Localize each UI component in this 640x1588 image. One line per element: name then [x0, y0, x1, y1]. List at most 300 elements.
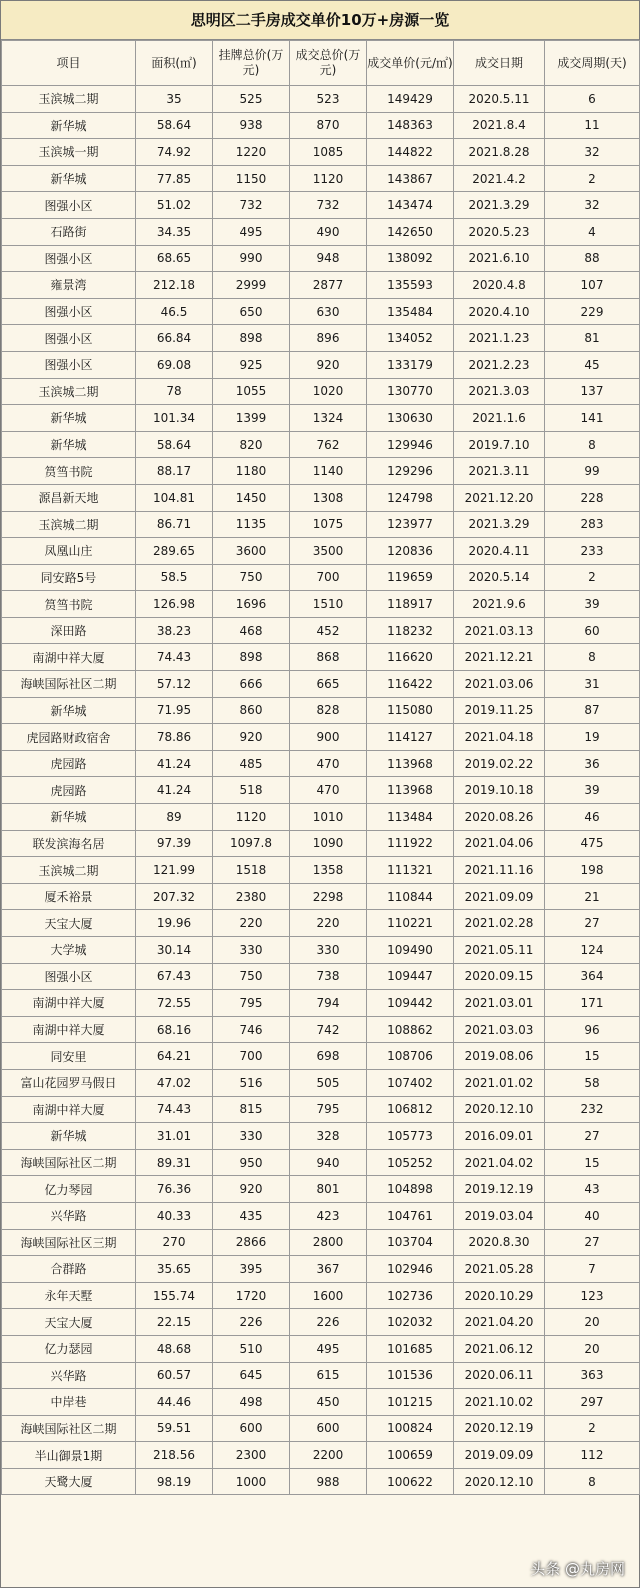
cell-area: 78	[136, 378, 213, 405]
cell-deal-price: 1120	[290, 165, 367, 192]
cell-listing-price: 645	[213, 1362, 290, 1389]
cell-deal-date: 2021.6.10	[454, 245, 545, 272]
cell-area: 35.65	[136, 1256, 213, 1283]
cell-listing-price: 485	[213, 750, 290, 777]
cell-deal-price: 330	[290, 937, 367, 964]
cell-deal-price: 700	[290, 564, 367, 591]
cell-area: 30.14	[136, 937, 213, 964]
table-row	[2, 1415, 640, 1442]
table-row	[2, 1468, 640, 1495]
cell-deal-cycle: 475	[545, 830, 640, 857]
header-area: 面积(㎡)	[136, 41, 213, 86]
cell-deal-cycle: 8	[545, 431, 640, 458]
cell-deal-cycle: 171	[545, 990, 640, 1017]
cell-unit-price: 129946	[367, 431, 454, 458]
cell-deal-price: 1324	[290, 405, 367, 432]
cell-unit-price: 115080	[367, 697, 454, 724]
cell-deal-cycle: 31	[545, 671, 640, 698]
cell-listing-price: 516	[213, 1069, 290, 1096]
header-listing-price: 挂牌总价(万元)	[213, 41, 290, 86]
cell-unit-price: 111922	[367, 830, 454, 857]
cell-listing-price: 925	[213, 351, 290, 378]
cell-deal-date: 2020.4.8	[454, 272, 545, 299]
cell-deal-price: 828	[290, 697, 367, 724]
cell-area: 51.02	[136, 192, 213, 219]
cell-deal-date: 2020.8.30	[454, 1229, 545, 1256]
cell-deal-price: 615	[290, 1362, 367, 1389]
cell-project: 天鹭大厦	[2, 1468, 136, 1495]
cell-project: 亿力瑟园	[2, 1335, 136, 1362]
cell-deal-date: 2021.2.23	[454, 351, 545, 378]
cell-deal-cycle: 20	[545, 1309, 640, 1336]
cell-project: 中岸巷	[2, 1389, 136, 1416]
cell-listing-price: 1135	[213, 511, 290, 538]
cell-deal-price: 600	[290, 1415, 367, 1442]
cell-deal-date: 2021.04.06	[454, 830, 545, 857]
cell-unit-price: 130630	[367, 405, 454, 432]
cell-deal-cycle: 112	[545, 1442, 640, 1469]
table-row	[2, 1096, 640, 1123]
cell-deal-date: 2020.4.11	[454, 538, 545, 565]
table-title: 思明区二手房成交单价10万+房源一览	[1, 1, 639, 40]
cell-deal-cycle: 363	[545, 1362, 640, 1389]
table-row	[2, 697, 640, 724]
cell-deal-price: 1510	[290, 591, 367, 618]
header-deal-price: 成交总价(万元)	[290, 41, 367, 86]
cell-deal-date: 2019.7.10	[454, 431, 545, 458]
cell-project: 玉滨城二期	[2, 378, 136, 405]
cell-project: 兴华路	[2, 1362, 136, 1389]
table-row	[2, 937, 640, 964]
table-row	[2, 644, 640, 671]
cell-listing-price: 650	[213, 298, 290, 325]
cell-deal-cycle: 8	[545, 644, 640, 671]
table-row	[2, 218, 640, 245]
cell-listing-price: 1399	[213, 405, 290, 432]
cell-deal-date: 2021.3.11	[454, 458, 545, 485]
cell-deal-cycle: 27	[545, 1123, 640, 1150]
cell-unit-price: 114127	[367, 724, 454, 751]
cell-project: 图强小区	[2, 298, 136, 325]
cell-listing-price: 732	[213, 192, 290, 219]
cell-deal-cycle: 229	[545, 298, 640, 325]
cell-unit-price: 109490	[367, 937, 454, 964]
cell-deal-cycle: 46	[545, 804, 640, 831]
cell-deal-cycle: 4	[545, 218, 640, 245]
cell-area: 22.15	[136, 1309, 213, 1336]
cell-unit-price: 135593	[367, 272, 454, 299]
cell-project: 新华城	[2, 697, 136, 724]
cell-deal-cycle: 297	[545, 1389, 640, 1416]
cell-project: 海峡国际社区二期	[2, 1149, 136, 1176]
cell-unit-price: 109447	[367, 963, 454, 990]
cell-deal-price: 665	[290, 671, 367, 698]
cell-project: 海峡国际社区二期	[2, 1415, 136, 1442]
cell-unit-price: 109442	[367, 990, 454, 1017]
cell-deal-cycle: 141	[545, 405, 640, 432]
cell-project: 新华城	[2, 1123, 136, 1150]
cell-deal-cycle: 58	[545, 1069, 640, 1096]
cell-area: 59.51	[136, 1415, 213, 1442]
cell-unit-price: 104898	[367, 1176, 454, 1203]
cell-listing-price: 750	[213, 564, 290, 591]
cell-area: 77.85	[136, 165, 213, 192]
cell-unit-price: 110221	[367, 910, 454, 937]
cell-area: 74.43	[136, 644, 213, 671]
cell-project: 雍景湾	[2, 272, 136, 299]
cell-listing-price: 938	[213, 112, 290, 139]
table-row	[2, 1362, 640, 1389]
cell-listing-price: 746	[213, 1016, 290, 1043]
cell-deal-price: 868	[290, 644, 367, 671]
table-row	[2, 750, 640, 777]
cell-area: 44.46	[136, 1389, 213, 1416]
cell-project: 半山御景1期	[2, 1442, 136, 1469]
cell-deal-date: 2016.09.01	[454, 1123, 545, 1150]
cell-project: 玉滨城一期	[2, 139, 136, 166]
cell-project: 同安里	[2, 1043, 136, 1070]
cell-deal-price: 1358	[290, 857, 367, 884]
cell-deal-cycle: 2	[545, 165, 640, 192]
cell-deal-cycle: 15	[545, 1043, 640, 1070]
table-row	[2, 883, 640, 910]
cell-deal-cycle: 11	[545, 112, 640, 139]
cell-project: 筼筜书院	[2, 458, 136, 485]
cell-deal-cycle: 124	[545, 937, 640, 964]
cell-project: 深田路	[2, 617, 136, 644]
cell-area: 48.68	[136, 1335, 213, 1362]
cell-deal-price: 1020	[290, 378, 367, 405]
cell-unit-price: 134052	[367, 325, 454, 352]
cell-deal-price: 450	[290, 1389, 367, 1416]
cell-deal-cycle: 19	[545, 724, 640, 751]
cell-listing-price: 990	[213, 245, 290, 272]
cell-deal-cycle: 123	[545, 1282, 640, 1309]
header-unit-price: 成交单价(元/㎡)	[367, 41, 454, 86]
cell-deal-price: 948	[290, 245, 367, 272]
cell-deal-cycle: 20	[545, 1335, 640, 1362]
cell-deal-price: 801	[290, 1176, 367, 1203]
cell-unit-price: 143474	[367, 192, 454, 219]
cell-area: 19.96	[136, 910, 213, 937]
cell-listing-price: 795	[213, 990, 290, 1017]
cell-deal-date: 2021.12.21	[454, 644, 545, 671]
cell-deal-date: 2019.08.06	[454, 1043, 545, 1070]
table-row	[2, 990, 640, 1017]
cell-area: 270	[136, 1229, 213, 1256]
cell-deal-date: 2021.8.4	[454, 112, 545, 139]
cell-deal-price: 2800	[290, 1229, 367, 1256]
cell-deal-date: 2021.9.6	[454, 591, 545, 618]
cell-listing-price: 898	[213, 325, 290, 352]
cell-unit-price: 106812	[367, 1096, 454, 1123]
cell-area: 67.43	[136, 963, 213, 990]
cell-unit-price: 101536	[367, 1362, 454, 1389]
cell-deal-price: 900	[290, 724, 367, 751]
cell-area: 218.56	[136, 1442, 213, 1469]
cell-deal-cycle: 40	[545, 1202, 640, 1229]
cell-unit-price: 108706	[367, 1043, 454, 1070]
cell-listing-price: 2866	[213, 1229, 290, 1256]
cell-listing-price: 700	[213, 1043, 290, 1070]
cell-deal-date: 2021.04.18	[454, 724, 545, 751]
cell-deal-cycle: 107	[545, 272, 640, 299]
cell-deal-price: 1075	[290, 511, 367, 538]
cell-area: 126.98	[136, 591, 213, 618]
cell-deal-cycle: 232	[545, 1096, 640, 1123]
cell-project: 图强小区	[2, 245, 136, 272]
cell-area: 207.32	[136, 883, 213, 910]
cell-project: 玉滨城二期	[2, 86, 136, 113]
cell-project: 新华城	[2, 405, 136, 432]
cell-deal-price: 220	[290, 910, 367, 937]
cell-unit-price: 107402	[367, 1069, 454, 1096]
cell-project: 虎园路	[2, 750, 136, 777]
cell-deal-cycle: 364	[545, 963, 640, 990]
cell-unit-price: 116620	[367, 644, 454, 671]
cell-area: 101.34	[136, 405, 213, 432]
cell-listing-price: 498	[213, 1389, 290, 1416]
cell-deal-date: 2019.11.25	[454, 697, 545, 724]
cell-deal-cycle: 81	[545, 325, 640, 352]
cell-unit-price: 102736	[367, 1282, 454, 1309]
cell-deal-price: 1308	[290, 484, 367, 511]
cell-deal-date: 2019.12.19	[454, 1176, 545, 1203]
cell-deal-date: 2021.05.11	[454, 937, 545, 964]
cell-deal-cycle: 88	[545, 245, 640, 272]
cell-deal-price: 896	[290, 325, 367, 352]
cell-deal-date: 2020.09.15	[454, 963, 545, 990]
cell-unit-price: 138092	[367, 245, 454, 272]
cell-area: 31.01	[136, 1123, 213, 1150]
cell-project: 天宝大厦	[2, 910, 136, 937]
cell-deal-price: 1010	[290, 804, 367, 831]
cell-deal-price: 470	[290, 777, 367, 804]
cell-area: 74.92	[136, 139, 213, 166]
cell-project: 玉滨城二期	[2, 511, 136, 538]
cell-deal-date: 2020.5.11	[454, 86, 545, 113]
cell-listing-price: 518	[213, 777, 290, 804]
table-row	[2, 1282, 640, 1309]
table-row	[2, 139, 640, 166]
cell-area: 155.74	[136, 1282, 213, 1309]
header-row	[2, 41, 640, 86]
header-project: 项目	[2, 41, 136, 86]
table-row	[2, 165, 640, 192]
cell-deal-date: 2020.10.29	[454, 1282, 545, 1309]
cell-deal-price: 742	[290, 1016, 367, 1043]
cell-deal-price: 1085	[290, 139, 367, 166]
cell-area: 89.31	[136, 1149, 213, 1176]
cell-project: 图强小区	[2, 351, 136, 378]
table-row	[2, 1229, 640, 1256]
table-row	[2, 86, 640, 113]
cell-area: 35	[136, 86, 213, 113]
table-row	[2, 724, 640, 751]
cell-listing-price: 510	[213, 1335, 290, 1362]
cell-listing-price: 815	[213, 1096, 290, 1123]
cell-listing-price: 495	[213, 218, 290, 245]
cell-area: 289.65	[136, 538, 213, 565]
cell-deal-date: 2020.5.23	[454, 218, 545, 245]
cell-deal-date: 2020.5.14	[454, 564, 545, 591]
cell-listing-price: 435	[213, 1202, 290, 1229]
cell-project: 南湖中祥大厦	[2, 644, 136, 671]
table-row	[2, 591, 640, 618]
cell-unit-price: 130770	[367, 378, 454, 405]
cell-deal-cycle: 228	[545, 484, 640, 511]
cell-deal-price: 328	[290, 1123, 367, 1150]
cell-listing-price: 3600	[213, 538, 290, 565]
cell-unit-price: 149429	[367, 86, 454, 113]
cell-area: 41.24	[136, 750, 213, 777]
cell-deal-date: 2021.04.02	[454, 1149, 545, 1176]
cell-project: 凤凰山庄	[2, 538, 136, 565]
cell-project: 合群路	[2, 1256, 136, 1283]
table-row	[2, 963, 640, 990]
cell-area: 34.35	[136, 218, 213, 245]
cell-project: 虎园路财政宿舍	[2, 724, 136, 751]
cell-deal-date: 2021.05.28	[454, 1256, 545, 1283]
cell-project: 新华城	[2, 431, 136, 458]
table-row	[2, 192, 640, 219]
cell-deal-date: 2020.12.19	[454, 1415, 545, 1442]
cell-deal-cycle: 43	[545, 1176, 640, 1203]
cell-deal-price: 2200	[290, 1442, 367, 1469]
cell-listing-price: 1220	[213, 139, 290, 166]
cell-deal-price: 732	[290, 192, 367, 219]
cell-unit-price: 135484	[367, 298, 454, 325]
cell-area: 68.16	[136, 1016, 213, 1043]
cell-area: 104.81	[136, 484, 213, 511]
cell-deal-cycle: 8	[545, 1468, 640, 1495]
cell-area: 38.23	[136, 617, 213, 644]
cell-area: 57.12	[136, 671, 213, 698]
cell-listing-price: 1518	[213, 857, 290, 884]
cell-project: 源昌新天地	[2, 484, 136, 511]
cell-listing-price: 1000	[213, 1468, 290, 1495]
cell-deal-date: 2019.10.18	[454, 777, 545, 804]
table-body	[2, 86, 640, 1495]
cell-area: 88.17	[136, 458, 213, 485]
cell-listing-price: 1120	[213, 804, 290, 831]
cell-deal-cycle: 6	[545, 86, 640, 113]
cell-deal-date: 2021.3.29	[454, 511, 545, 538]
cell-deal-price: 490	[290, 218, 367, 245]
table-row	[2, 272, 640, 299]
table-row	[2, 245, 640, 272]
cell-listing-price: 820	[213, 431, 290, 458]
table-row	[2, 538, 640, 565]
cell-deal-price: 470	[290, 750, 367, 777]
cell-deal-price: 2298	[290, 883, 367, 910]
table-row	[2, 1149, 640, 1176]
cell-deal-date: 2020.12.10	[454, 1468, 545, 1495]
cell-deal-date: 2019.03.04	[454, 1202, 545, 1229]
cell-listing-price: 2300	[213, 1442, 290, 1469]
cell-deal-date: 2020.06.11	[454, 1362, 545, 1389]
table-row	[2, 910, 640, 937]
cell-listing-price: 1150	[213, 165, 290, 192]
table-row	[2, 617, 640, 644]
cell-listing-price: 525	[213, 86, 290, 113]
cell-deal-price: 367	[290, 1256, 367, 1283]
cell-deal-cycle: 60	[545, 617, 640, 644]
cell-deal-date: 2021.03.06	[454, 671, 545, 698]
cell-area: 64.21	[136, 1043, 213, 1070]
cell-area: 212.18	[136, 272, 213, 299]
table-row	[2, 325, 640, 352]
table-row	[2, 1176, 640, 1203]
cell-deal-price: 226	[290, 1309, 367, 1336]
cell-project: 南湖中祥大厦	[2, 1096, 136, 1123]
cell-deal-date: 2020.12.10	[454, 1096, 545, 1123]
table-row	[2, 511, 640, 538]
cell-deal-date: 2021.3.03	[454, 378, 545, 405]
cell-deal-cycle: 45	[545, 351, 640, 378]
cell-area: 58.64	[136, 431, 213, 458]
cell-project: 筼筜书院	[2, 591, 136, 618]
cell-listing-price: 898	[213, 644, 290, 671]
cell-area: 72.55	[136, 990, 213, 1017]
cell-listing-price: 1097.8	[213, 830, 290, 857]
table-row	[2, 351, 640, 378]
table-row	[2, 1043, 640, 1070]
cell-deal-date: 2021.1.23	[454, 325, 545, 352]
cell-unit-price: 100824	[367, 1415, 454, 1442]
cell-area: 98.19	[136, 1468, 213, 1495]
cell-listing-price: 220	[213, 910, 290, 937]
cell-unit-price: 100659	[367, 1442, 454, 1469]
table-row	[2, 1256, 640, 1283]
cell-unit-price: 116422	[367, 671, 454, 698]
cell-area: 47.02	[136, 1069, 213, 1096]
cell-listing-price: 750	[213, 963, 290, 990]
cell-unit-price: 124798	[367, 484, 454, 511]
cell-deal-date: 2021.3.29	[454, 192, 545, 219]
cell-unit-price: 129296	[367, 458, 454, 485]
cell-deal-cycle: 87	[545, 697, 640, 724]
cell-deal-price: 870	[290, 112, 367, 139]
table-row	[2, 1335, 640, 1362]
cell-listing-price: 666	[213, 671, 290, 698]
cell-deal-price: 940	[290, 1149, 367, 1176]
cell-area: 46.5	[136, 298, 213, 325]
cell-deal-price: 1140	[290, 458, 367, 485]
cell-deal-date: 2021.12.20	[454, 484, 545, 511]
cell-deal-date: 2021.02.28	[454, 910, 545, 937]
cell-deal-date: 2021.8.28	[454, 139, 545, 166]
cell-deal-cycle: 27	[545, 910, 640, 937]
cell-unit-price: 133179	[367, 351, 454, 378]
cell-deal-price: 738	[290, 963, 367, 990]
table-row	[2, 857, 640, 884]
cell-project: 大学城	[2, 937, 136, 964]
cell-deal-cycle: 2	[545, 1415, 640, 1442]
cell-area: 60.57	[136, 1362, 213, 1389]
cell-project: 南湖中祥大厦	[2, 990, 136, 1017]
cell-deal-cycle: 21	[545, 883, 640, 910]
cell-unit-price: 113968	[367, 750, 454, 777]
cell-unit-price: 119659	[367, 564, 454, 591]
cell-deal-price: 920	[290, 351, 367, 378]
cell-deal-cycle: 99	[545, 458, 640, 485]
cell-project: 海峡国际社区三期	[2, 1229, 136, 1256]
cell-project: 图强小区	[2, 963, 136, 990]
cell-unit-price: 101685	[367, 1335, 454, 1362]
cell-area: 76.36	[136, 1176, 213, 1203]
cell-project: 富山花园罗马假日	[2, 1069, 136, 1096]
